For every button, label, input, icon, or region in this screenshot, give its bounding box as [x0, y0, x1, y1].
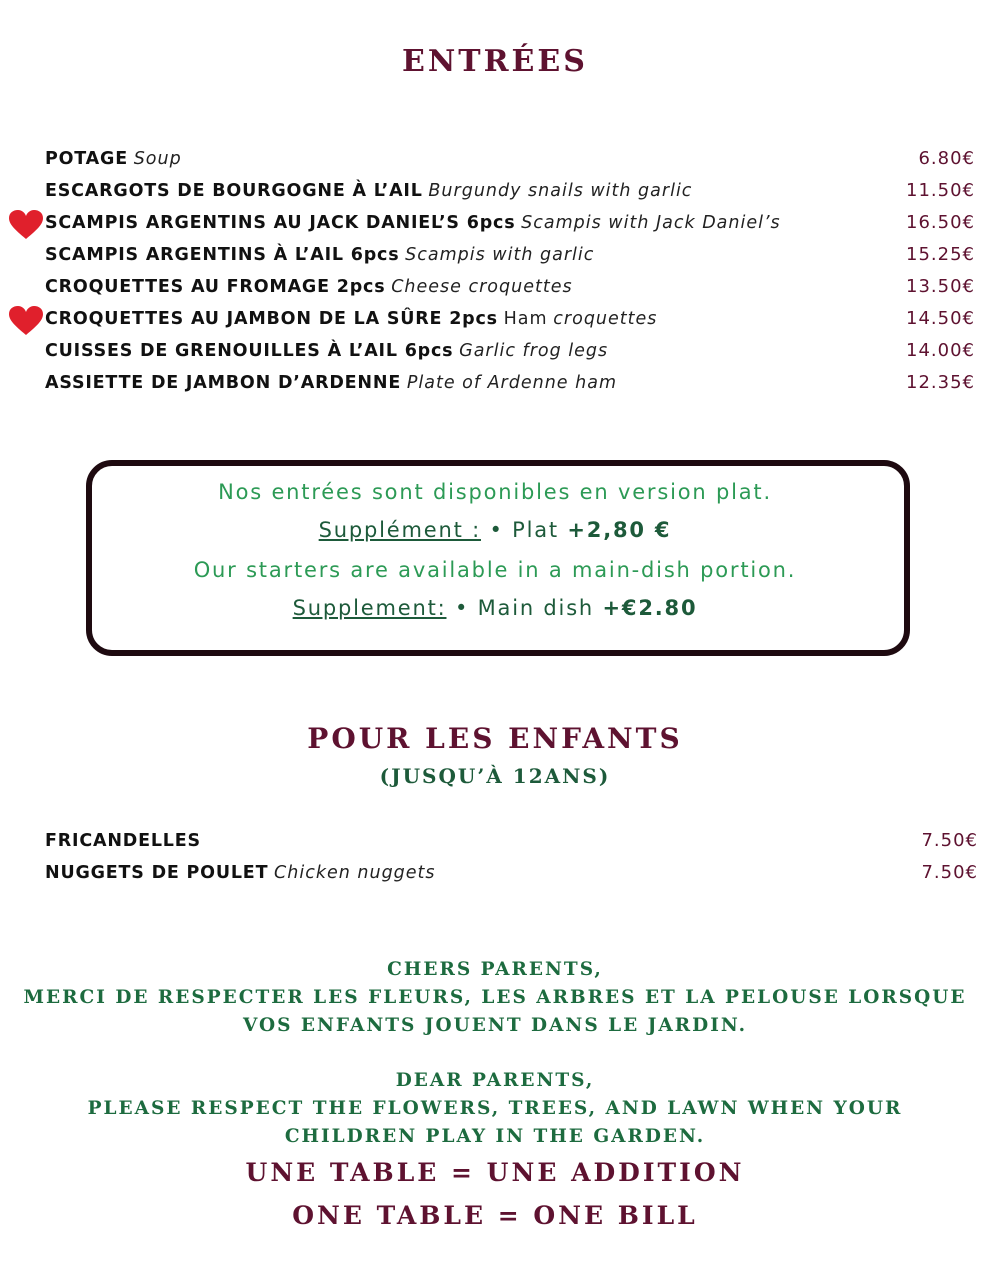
bill-policy-en: ONE TABLE = ONE BILL [292, 1201, 698, 1230]
item-name: CUISSES DE GRENOUILLES À L’AIL 6pcs [45, 341, 454, 361]
item-price: 13.50€ [906, 276, 975, 297]
item-name: CROQUETTES AU FROMAGE 2pcs [45, 277, 386, 297]
item-name: ESCARGOTS DE BOURGOGNE À L’AIL [45, 181, 423, 201]
menu-item [45, 303, 975, 335]
item-price: 14.00€ [906, 340, 975, 361]
menu-item [45, 239, 975, 271]
item-description: Chicken nuggets [274, 863, 436, 883]
item-name: FRICANDELLES [45, 831, 201, 851]
item-name: CROQUETTES AU JAMBON DE LA SÛRE 2pcs [45, 309, 498, 329]
parents-notice-fr [20, 956, 970, 1040]
menu-item [45, 175, 975, 207]
menu-item [45, 271, 975, 303]
item-price: 15.25€ [906, 244, 975, 265]
item-description: croquettes [553, 309, 658, 329]
supplement-text-fr: • Plat [480, 518, 568, 542]
item-price: 11.50€ [906, 180, 975, 201]
menu-item [45, 143, 975, 175]
item-price: 16.50€ [906, 212, 975, 233]
item-description-plain: Ham [503, 309, 548, 329]
entrees-list [45, 143, 975, 399]
item-name: NUGGETS DE POULET [45, 863, 269, 883]
kids-list [45, 825, 978, 889]
heart-icon [9, 210, 43, 240]
bill-policy-fr: UNE TABLE = UNE ADDITION [245, 1158, 745, 1187]
heart-icon [9, 306, 43, 336]
supplement-value-fr: +2,80 € [567, 518, 672, 542]
parents-notice-en [20, 1067, 970, 1151]
item-price: 7.50€ [921, 830, 978, 851]
item-description: Soup [133, 149, 182, 169]
notice-supplement-fr [0, 518, 990, 542]
supplement-value-en: +€2.80 [602, 596, 698, 620]
item-description: Garlic frog legs [459, 341, 609, 361]
parents-greeting-fr: CHERS PARENTS, [387, 959, 603, 980]
item-description: Scampis with Jack Daniel’s [521, 213, 781, 233]
item-price: 14.50€ [906, 308, 975, 329]
supplement-label-fr: Supplément : [318, 518, 481, 542]
notice-line-en: Our starters are available in a main-dish portion. [193, 558, 797, 582]
item-description: Cheese croquettes [391, 277, 573, 297]
kids-title: POUR LES ENFANTS [307, 722, 683, 755]
supplement-text-en: • Main dish [446, 596, 603, 620]
parents-message-en: PLEASE RESPECT THE FLOWERS, TREES, AND LAWN WHEN YOUR CHILDREN PLAY IN THE GARDEN. [87, 1098, 903, 1147]
notice-line-fr: Nos entrées sont disponibles en version plat. [218, 480, 772, 504]
item-name: POTAGE [45, 149, 128, 169]
item-price: 6.80€ [918, 148, 975, 169]
item-description: Plate of Ardenne ham [406, 373, 617, 393]
menu-item [45, 857, 978, 889]
item-name: ASSIETTE DE JAMBON D’ARDENNE [45, 373, 402, 393]
item-description: Burgundy snails with garlic [428, 181, 693, 201]
menu-item [45, 207, 975, 239]
item-price: 12.35€ [906, 372, 975, 393]
menu-item [45, 825, 978, 857]
item-name: SCAMPIS ARGENTINS AU JACK DANIEL’S 6pcs [45, 213, 516, 233]
parents-message-fr: MERCI DE RESPECTER LES FLEURS, LES ARBRES ET LA PELOUSE LORSQUE VOS ENFANTS JOUENT DANS LE JARDIN. [23, 987, 967, 1036]
kids-subtitle: (JUSQU’À 12ANS) [379, 764, 611, 788]
item-description: Scampis with garlic [405, 245, 595, 265]
menu-item [45, 335, 975, 367]
item-name: SCAMPIS ARGENTINS À L’AIL 6pcs [45, 245, 400, 265]
item-price: 7.50€ [921, 862, 978, 883]
notice-supplement-en [0, 596, 990, 620]
parents-greeting-en: DEAR PARENTS, [395, 1070, 595, 1091]
entrees-title: ENTRÉES [402, 44, 588, 79]
menu-item [45, 367, 975, 399]
supplement-label-en: Supplement: [292, 596, 447, 620]
